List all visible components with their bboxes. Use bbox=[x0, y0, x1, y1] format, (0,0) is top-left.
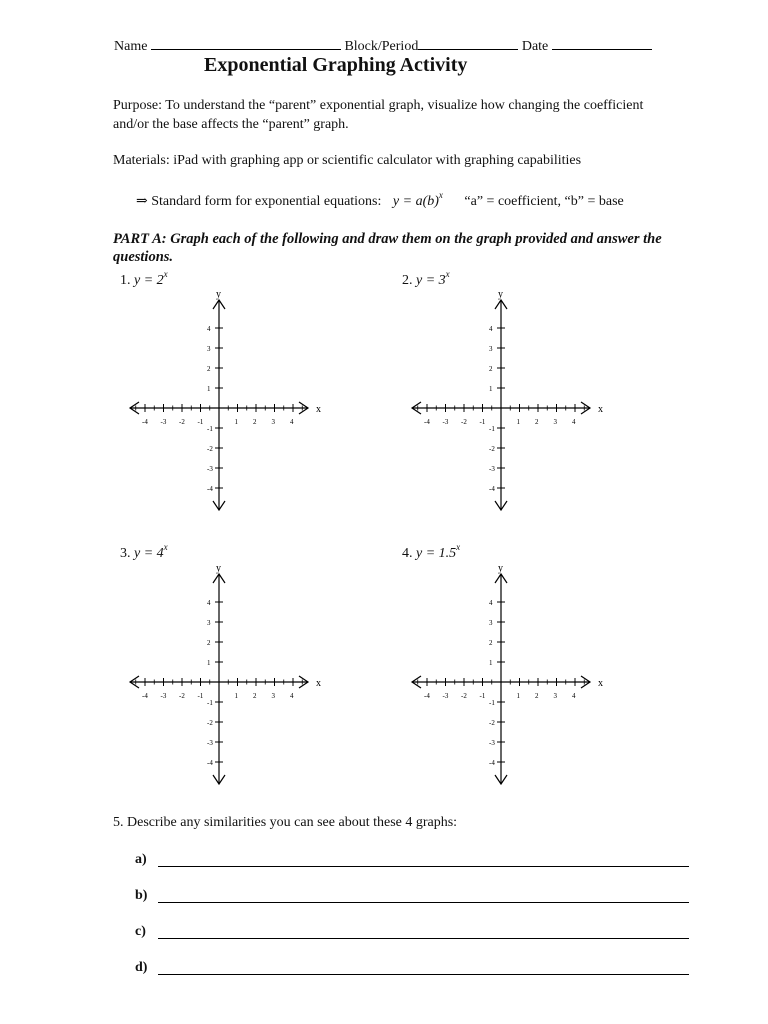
x-tick-label: -2 bbox=[461, 692, 467, 700]
x-tick-label: 1 bbox=[516, 418, 520, 426]
x-tick-label: -4 bbox=[424, 418, 430, 426]
x-tick-label: 3 bbox=[271, 418, 275, 426]
x-tick-label: 1 bbox=[234, 692, 238, 700]
answer-c-label: c) bbox=[135, 924, 146, 939]
x-tick-label: 4 bbox=[572, 692, 576, 700]
y-tick-label: -2 bbox=[207, 719, 213, 727]
x-axis-label: x bbox=[316, 678, 321, 689]
x-tick-label: 2 bbox=[253, 418, 257, 426]
y-tick-label: 3 bbox=[489, 345, 493, 353]
block-field[interactable] bbox=[418, 36, 518, 50]
x-axis-label: x bbox=[316, 404, 321, 415]
y-tick-label: 1 bbox=[489, 385, 493, 393]
x-tick-label: -3 bbox=[442, 418, 449, 426]
purpose-text: Purpose: To understand the “parent” exponential graph, visualize how changing the coefficient and/or the base affects the “parent” graph. bbox=[113, 98, 644, 132]
block-label: Block/Period bbox=[344, 39, 419, 54]
page-title: Exponential Graphing Activity bbox=[204, 54, 468, 76]
y-tick-label: -1 bbox=[207, 699, 213, 707]
y-tick-label: 4 bbox=[489, 599, 493, 607]
problem-3-label: 3. $y = 4^x$ bbox=[120, 542, 168, 561]
y-tick-label: -4 bbox=[489, 759, 495, 767]
answer-d-label: d) bbox=[135, 960, 148, 975]
coordinate-grid-4[interactable] bbox=[402, 563, 612, 791]
x-tick-label: 3 bbox=[553, 692, 557, 700]
y-tick-label: 4 bbox=[207, 325, 211, 333]
x-tick-label: -4 bbox=[424, 692, 430, 700]
y-axis-label: y bbox=[498, 289, 503, 300]
x-tick-label: -3 bbox=[160, 692, 167, 700]
x-tick-label: -4 bbox=[142, 692, 148, 700]
header-line bbox=[114, 36, 652, 55]
y-tick-label: -4 bbox=[489, 485, 495, 493]
problem-2-label: 2. $y = 3^x$ bbox=[402, 269, 450, 288]
y-tick-label: 1 bbox=[207, 385, 211, 393]
answer-a-line[interactable] bbox=[158, 866, 689, 867]
y-tick-label: 4 bbox=[489, 325, 493, 333]
x-tick-label: 4 bbox=[290, 692, 294, 700]
x-tick-label: 3 bbox=[271, 692, 275, 700]
y-tick-label: -2 bbox=[207, 445, 213, 453]
y-tick-label: 3 bbox=[207, 345, 211, 353]
y-tick-label: 1 bbox=[489, 659, 493, 667]
implies-arrow-icon: ⇒ bbox=[136, 194, 148, 209]
y-tick-label: -2 bbox=[489, 719, 495, 727]
x-tick-label: 4 bbox=[572, 418, 576, 426]
y-tick-label: -4 bbox=[207, 485, 213, 493]
y-tick-label: -1 bbox=[207, 425, 213, 433]
x-tick-label: 4 bbox=[290, 418, 294, 426]
y-tick-label: 3 bbox=[207, 619, 211, 627]
coordinate-grid-2[interactable] bbox=[402, 289, 612, 517]
x-tick-label: -1 bbox=[197, 418, 204, 426]
y-tick-label: 4 bbox=[207, 599, 211, 607]
question-5: 5. Describe any similarities you can see about these 4 graphs: bbox=[113, 815, 458, 830]
y-tick-label: -3 bbox=[207, 465, 213, 473]
answer-a-label: a) bbox=[135, 852, 147, 867]
x-tick-label: 2 bbox=[253, 692, 257, 700]
x-tick-label: -1 bbox=[479, 692, 486, 700]
answer-b-line[interactable] bbox=[158, 902, 689, 903]
y-axis-label: y bbox=[216, 563, 221, 574]
x-tick-label: -3 bbox=[442, 692, 449, 700]
x-tick-label: -2 bbox=[179, 692, 185, 700]
x-tick-label: 1 bbox=[516, 692, 520, 700]
x-tick-label: -2 bbox=[179, 418, 185, 426]
y-tick-label: 1 bbox=[207, 659, 211, 667]
answer-d-line[interactable] bbox=[158, 974, 689, 975]
y-tick-label: -4 bbox=[207, 759, 213, 767]
x-tick-label: -4 bbox=[142, 418, 148, 426]
y-tick-label: -1 bbox=[489, 425, 495, 433]
standard-form-equation: y = a(b) bbox=[392, 194, 439, 209]
answer-c-line[interactable] bbox=[158, 938, 689, 939]
y-tick-label: -2 bbox=[489, 445, 495, 453]
answer-b-label: b) bbox=[135, 888, 148, 903]
materials-text: Materials: iPad with graphing app or scientific calculator with graphing capabilities bbox=[113, 153, 582, 168]
y-tick-label: 3 bbox=[489, 619, 493, 627]
standard-form-line bbox=[136, 190, 624, 210]
x-tick-label: -3 bbox=[160, 418, 167, 426]
x-axis-label: x bbox=[598, 404, 603, 415]
x-tick-label: -1 bbox=[479, 418, 486, 426]
y-tick-label: 2 bbox=[489, 639, 493, 647]
y-tick-label: -3 bbox=[489, 465, 495, 473]
standard-form-label: Standard form for exponential equations: bbox=[151, 194, 382, 209]
coordinate-grid-1[interactable] bbox=[120, 289, 330, 517]
name-field[interactable] bbox=[151, 36, 341, 50]
y-tick-label: 2 bbox=[207, 639, 211, 647]
y-tick-label: 2 bbox=[489, 365, 493, 373]
date-field[interactable] bbox=[552, 36, 652, 50]
part-a-instructions: PART A: Graph each of the following and draw them on the graph provided and answer the questions. bbox=[113, 231, 662, 265]
problem-4-label: 4. $y = 1.5^x$ bbox=[402, 542, 461, 561]
problem-1-label: 1. $y = 2^x$ bbox=[120, 269, 168, 288]
x-axis-label: x bbox=[598, 678, 603, 689]
y-tick-label: -3 bbox=[207, 739, 213, 747]
date-label: Date bbox=[521, 39, 549, 54]
y-tick-label: -3 bbox=[489, 739, 495, 747]
y-axis-label: y bbox=[498, 563, 503, 574]
y-tick-label: 2 bbox=[207, 365, 211, 373]
coordinate-grid-3[interactable] bbox=[120, 563, 330, 791]
x-tick-label: 2 bbox=[535, 418, 539, 426]
name-label: Name bbox=[114, 39, 148, 54]
standard-form-exponent: x bbox=[438, 190, 443, 200]
x-tick-label: 2 bbox=[535, 692, 539, 700]
x-tick-label: 1 bbox=[234, 418, 238, 426]
y-axis-label: y bbox=[216, 289, 221, 300]
y-tick-label: -1 bbox=[489, 699, 495, 707]
standard-form-note: “a” = coefficient, “b” = base bbox=[464, 194, 624, 209]
x-tick-label: -1 bbox=[197, 692, 204, 700]
x-tick-label: 3 bbox=[553, 418, 557, 426]
x-tick-label: -2 bbox=[461, 418, 467, 426]
